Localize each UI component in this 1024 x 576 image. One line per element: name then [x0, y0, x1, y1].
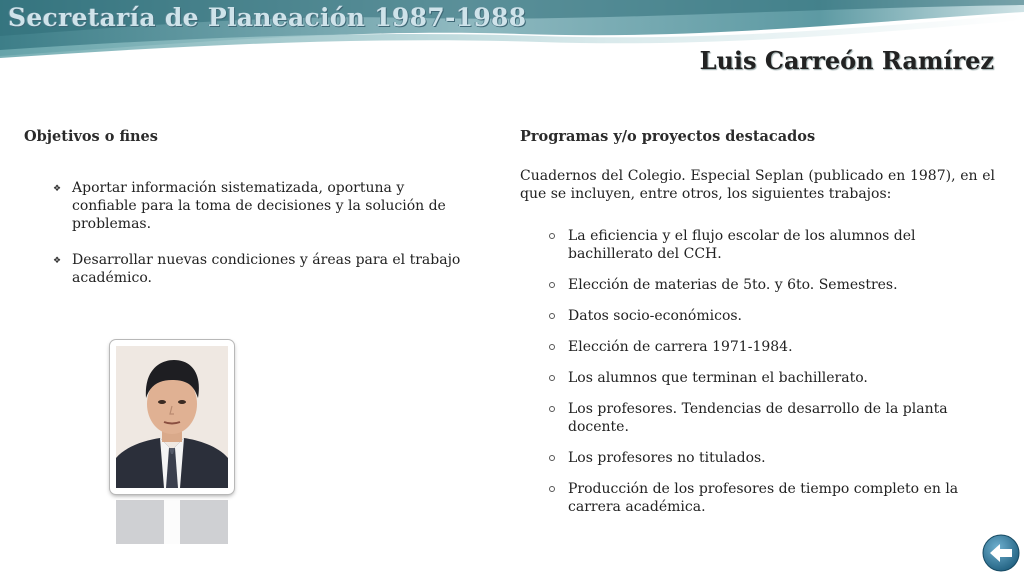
back-button[interactable]	[982, 534, 1020, 572]
objectives-heading: Objetivos o fines	[24, 128, 158, 145]
objective-text: Aportar información sistematizada, oportuna y confiable para la toma de decisiones y la solución de problemas.	[72, 180, 446, 232]
program-text: Elección de materias de 5to. y 6to. Semestres.	[568, 277, 898, 293]
back-arrow-icon	[982, 534, 1020, 572]
diamond-bullet-icon: ❖	[53, 256, 62, 266]
person-name: Luis Carreón Ramírez	[699, 46, 994, 75]
diamond-bullet-icon: ❖	[53, 184, 62, 194]
circle-bullet-icon	[549, 375, 555, 381]
banner-title: Secretaría de Planeación 1987-1988	[8, 3, 527, 32]
circle-bullet-icon	[549, 455, 555, 461]
circle-bullet-icon	[549, 486, 555, 492]
list-item	[520, 449, 995, 467]
circle-bullet-icon	[549, 313, 555, 319]
program-text: Datos socio-económicos.	[568, 308, 743, 324]
programs-list	[520, 227, 995, 516]
list-item	[24, 251, 464, 287]
objectives-section	[24, 128, 464, 305]
list-item	[520, 227, 995, 263]
program-text: Los alumnos que terminan el bachillerato.	[568, 370, 868, 386]
program-text: Los profesores. Tendencias de desarrollo de la planta docente.	[568, 401, 948, 435]
objective-text: Desarrollar nuevas condiciones y áreas para el trabajo académico.	[72, 252, 461, 286]
list-item	[520, 369, 995, 387]
program-text: La eficiencia y el flujo escolar de los alumnos del bachillerato del CCH.	[568, 228, 916, 262]
programs-intro: Cuadernos del Colegio. Especial Seplan (publicado en 1987), en el que se incluyen, entre otros, los siguientes trabajos:	[520, 168, 995, 202]
circle-bullet-icon	[549, 282, 555, 288]
program-text: Los profesores no titulados.	[568, 450, 766, 466]
circle-bullet-icon	[549, 344, 555, 350]
list-item	[520, 338, 995, 356]
programs-section	[520, 128, 995, 529]
list-item	[520, 276, 995, 294]
circle-bullet-icon	[549, 406, 555, 412]
list-item	[520, 480, 995, 516]
program-text: Elección de carrera 1971-1984.	[568, 339, 793, 355]
list-item	[24, 179, 464, 233]
programs-heading: Programas y/o proyectos destacados	[520, 128, 816, 145]
list-item	[520, 400, 995, 436]
objectives-list	[24, 179, 464, 287]
portrait-reflection	[110, 500, 234, 544]
list-item	[520, 307, 995, 325]
circle-bullet-icon	[549, 233, 555, 239]
portrait-photo	[116, 346, 228, 488]
portrait-frame	[110, 340, 234, 494]
program-text: Producción de los profesores de tiempo completo en la carrera académica.	[568, 481, 959, 515]
